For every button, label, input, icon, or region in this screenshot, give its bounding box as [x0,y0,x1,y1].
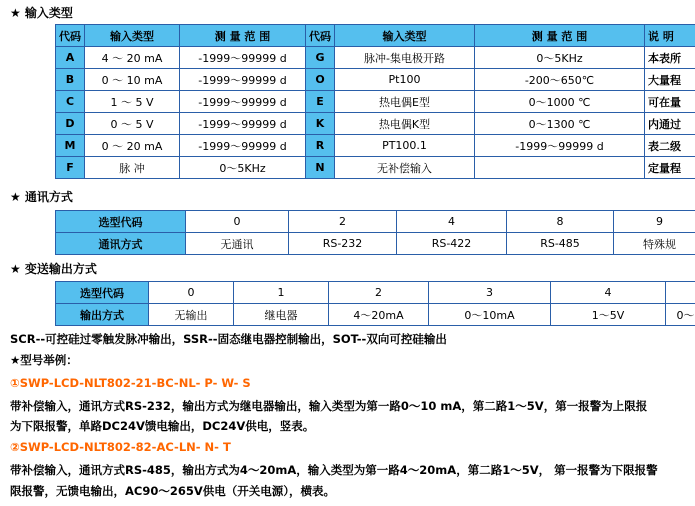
table-cell [475,157,645,179]
code-cell: K [306,113,335,135]
table-cell: 无通讯 [186,233,289,255]
table-row [56,91,695,113]
code-cell: G [306,47,335,69]
table-row [56,304,695,326]
code-cell: 8 [507,211,614,233]
table-cell: Pt100 [335,69,475,91]
code-cell: R [306,135,335,157]
table-cell: 脉冲-集电极开路 [335,47,475,69]
table-header-row [56,211,695,233]
table-cell: 1～5V [551,304,666,326]
input-type-table [55,24,695,179]
table-cell: 1 ～ 5 V [85,91,180,113]
note-cell: 表二级 [645,135,695,157]
header-cell: 测 量 范 围 [180,25,306,47]
header-cell: 代码 [306,25,335,47]
table-cell: 0 ～ 10 mA [85,69,180,91]
code-cell: N [306,157,335,179]
header-cell: 选型代码 [56,211,186,233]
table-cell: 0 ～ 5 V [85,113,180,135]
example-2-model-code: ②SWP-LCD-NLT802-82-AC-LN- N- T [10,440,231,454]
code-cell: 2 [329,282,429,304]
code-cell: 3 [429,282,551,304]
table-cell: -1999～99999 d [180,135,306,157]
code-cell [666,282,695,304]
table-cell: 特殊规 [614,233,695,255]
note-cell: 定量程 [645,157,695,179]
table-cell: 0～1000 ℃ [475,91,645,113]
table-cell: -1999～99999 d [180,91,306,113]
header-cell: 说 明 [645,25,695,47]
table-cell: 4～20mA [329,304,429,326]
code-cell: C [56,91,85,113]
table-row [56,47,695,69]
table-cell: PT100.1 [335,135,475,157]
table-cell: -1999～99999 d [475,135,645,157]
header-cell: 选型代码 [56,282,149,304]
table-row [56,69,695,91]
table-cell: 热电偶K型 [335,113,475,135]
table-cell: -1999～99999 d [180,113,306,135]
section-title-communication: ★ 通讯方式 [10,190,73,204]
note-cell: 本表所 [645,47,695,69]
table-header-row [56,282,695,304]
table-cell: -1999～99999 d [180,69,306,91]
table-cell: RS-485 [507,233,614,255]
code-cell: 0 [149,282,234,304]
output-table [55,281,695,326]
table-cell: 无补偿输入 [335,157,475,179]
output-abbreviations-note: SCR--可控硅过零触发脉冲输出，SSR--固态继电器控制输出，SOT--双向可控硅输出 [10,332,447,346]
table-cell: RS-422 [397,233,507,255]
table-cell: 脉 冲 [85,157,180,179]
table-cell: 0 ～ 20 mA [85,135,180,157]
code-cell: 1 [234,282,329,304]
header-cell: 输入类型 [85,25,180,47]
header-cell: 输入类型 [335,25,475,47]
example-2-description-line-1: 带补偿输入，通讯方式RS-485，输出方式为4～20mA，输入类型为第一路4～20mA，第二路1～5V， 第一报警为下限报警 [10,463,658,477]
example-2-description-line-2: 限报警，无馈电输出，AC90～265V供电（开关电源），横表。 [10,484,335,498]
table-cell: 0～ [666,304,695,326]
code-cell: D [56,113,85,135]
table-cell: 4 ～ 20 mA [85,47,180,69]
table-cell: -200～650℃ [475,69,645,91]
example-1-description-line-2: 为下限报警，单路DC24V馈电输出，DC24V供电，竖表。 [10,419,315,433]
table-cell: -1999～99999 d [180,47,306,69]
table-cell: 0～1300 ℃ [475,113,645,135]
table-row [56,233,695,255]
code-cell: A [56,47,85,69]
note-cell: 内通过 [645,113,695,135]
example-1-model-code: ①SWP-LCD-NLT802-21-BC-NL- P- W- S [10,376,251,390]
note-cell: 可在量 [645,91,695,113]
code-cell: E [306,91,335,113]
example-heading: ★型号举例： [10,353,78,367]
table-cell: 0～5KHz [475,47,645,69]
table-cell: RS-232 [289,233,397,255]
table-cell: 无输出 [149,304,234,326]
code-cell: 2 [289,211,397,233]
table-header-row [56,25,695,47]
section-title-output: ★ 变送输出方式 [10,262,97,276]
header-cell: 测 量 范 围 [475,25,645,47]
table-row [56,157,695,179]
header-cell: 输出方式 [56,304,149,326]
code-cell: 9 [614,211,695,233]
section-title-input-type: ★ 输入类型 [10,6,73,20]
table-row [56,113,695,135]
code-cell: B [56,69,85,91]
note-cell: 大量程 [645,69,695,91]
code-cell: 4 [551,282,666,304]
table-cell: 0～10mA [429,304,551,326]
code-cell: F [56,157,85,179]
table-cell: 0～5KHz [180,157,306,179]
communication-table [55,210,695,255]
header-cell: 代码 [56,25,85,47]
table-cell: 热电偶E型 [335,91,475,113]
code-cell: 0 [186,211,289,233]
code-cell: O [306,69,335,91]
example-1-description-line-1: 带补偿输入，通讯方式RS-232，输出方式为继电器输出，输入类型为第一路0～10 mA，第二路1～5V，第一报警为上限报 [10,399,648,413]
table-row [56,135,695,157]
code-cell: 4 [397,211,507,233]
header-cell: 通讯方式 [56,233,186,255]
code-cell: M [56,135,85,157]
table-cell: 继电器 [234,304,329,326]
